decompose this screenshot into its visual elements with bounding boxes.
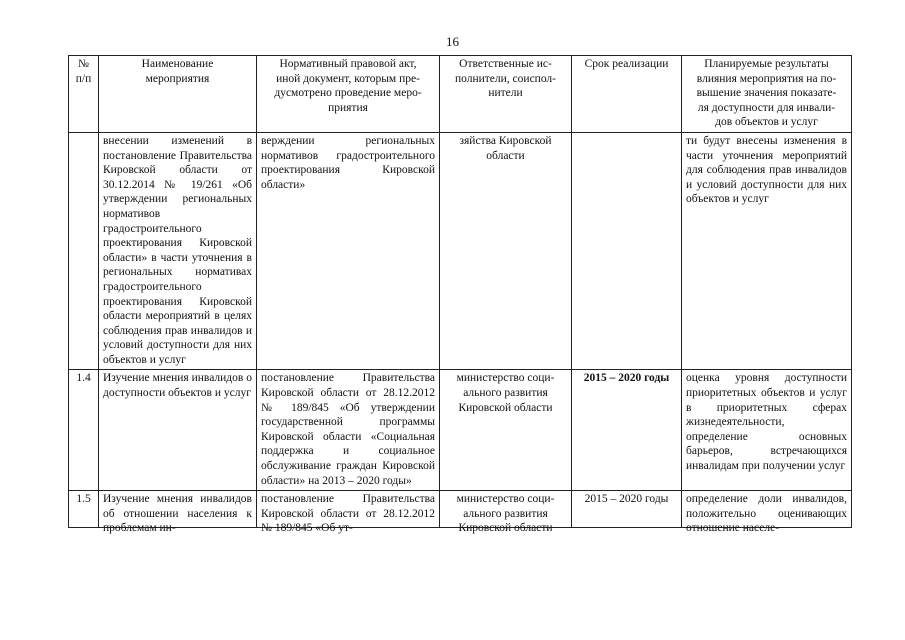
measure-name-cell: [99, 491, 257, 535]
table-row: [69, 491, 852, 528]
executors-cell: зяйства Кировской области: [440, 132, 572, 370]
legal-act-cell: постановление Правительства Кировской области от 28.12.2012 № 189/845 «Об утверждении государственной программы Кировской области «Социальная поддержка и социальное обслуживание граждан Кировской области» на 2013 – 2020 годы»: [257, 370, 440, 491]
term-cell: [572, 132, 682, 370]
column-header-measure-name: Наименование мероприятия: [99, 56, 257, 133]
legal-act-text: постановление Правительства Кировской области от 28.12.2012 № 189/845 «Об ут-: [261, 493, 435, 535]
planned-result-cell: ти будут внесены изменения в части уточнения мероприятий для соблюдения прав инвалидов и условий доступности для них объектов и услуг: [682, 132, 852, 370]
measure-name-cell: внесении изменений в постановление Правительства Кировской области от 30.12.2014 № 19/261 «Об утверждении региональных нормативов градостроительного проектирования Кировской области» в части уточнения в региональных нормативах градостроительного проектирования Кировской области мероприятий в целях соблюдения прав инвалидов и условий доступности для них объектов и услуг: [99, 132, 257, 370]
table-header-row: [69, 56, 852, 133]
row-number: [69, 491, 99, 528]
term-cell: 2015 – 2020 годы: [572, 370, 682, 491]
term-text: 2015 – 2020 годы: [584, 493, 669, 506]
measure-name-cell: Изучение мнения инвалидов о доступности объектов и услуг: [99, 370, 257, 491]
row-number: [69, 132, 99, 370]
planned-result-cell: оценка уровня доступности приоритетных объектов и услуг в приоритетных сферах жизнедеятельности, определение основных барьеров, встречающихся инвалидам при получении услуг: [682, 370, 852, 491]
executors-cell: [440, 491, 572, 535]
term-cell: [572, 491, 682, 528]
row-number: 1.4: [69, 370, 99, 491]
column-header-legal-act: Нормативный правовой акт, иной документ, которым пре- дусмотрено проведение меро- приятия: [257, 56, 440, 133]
page-number: 16: [446, 34, 459, 49]
row-number-text: 1.5: [76, 493, 91, 506]
column-header-term: Срок реализации: [572, 56, 682, 133]
planned-result-cell: [682, 491, 852, 535]
executors-text: министерство соци- ального развития Кировской области: [456, 493, 555, 535]
column-header-executors: Ответственные ис- полнители, соиспол- нители: [440, 56, 572, 133]
legal-act-cell: [257, 491, 440, 535]
measures-table: [68, 55, 852, 535]
measure-name-text: Изучение мнения инвалидов об отношении населения к проблемам ин-: [103, 493, 252, 535]
executors-cell: министерство соци- ального развития Кировской области: [440, 370, 572, 491]
column-header-number: № п/п: [69, 56, 99, 133]
table-row: [69, 132, 852, 370]
planned-result-text: определение доли инвалидов, положительно оценивающих отношение населе-: [686, 493, 847, 535]
legal-act-cell: верждении региональных нормативов градостроительного проектирования Кировской области»: [257, 132, 440, 370]
table-row: [69, 370, 852, 491]
column-header-planned-results: Планируемые результаты влияния мероприятия на по- вышение значения показате- ля доступности для инвали- дов объектов и услуг: [682, 56, 852, 133]
